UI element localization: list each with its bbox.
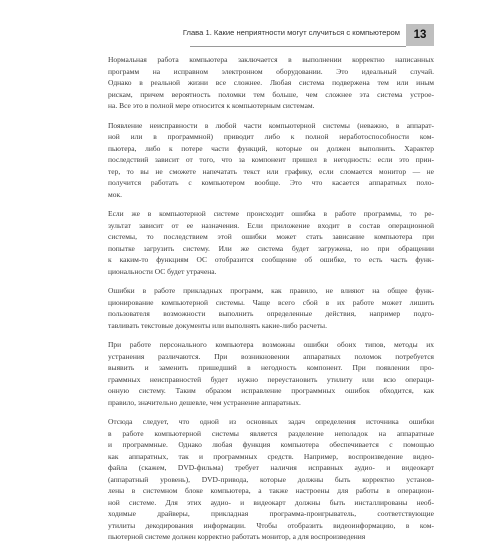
paragraph-gap bbox=[108, 200, 434, 208]
text-line: на. Все это в полной мере относится к компьютерным системам. bbox=[108, 101, 315, 110]
running-header bbox=[182, 24, 406, 47]
text-line: Ошибки в работе прикладных программ, как правило, не влияют на общее функ- bbox=[108, 286, 434, 295]
text-line: как аппаратных, так и программных средств. Например, воспроизведение видео- bbox=[108, 451, 434, 461]
text-line: зультат зависит от ее назначения. Если приложение входит в состав операционной bbox=[108, 220, 434, 230]
text-line: лены в системном блоке компьютера, а также настроены для работы в операцион- bbox=[108, 486, 434, 495]
text-line: в работе компьютерной системы является разделение неполадок на аппаратные bbox=[108, 428, 434, 438]
paragraph bbox=[108, 54, 434, 112]
text-line: При работе персонального компьютера возможны ошибки обоих типов, методы их bbox=[108, 340, 434, 349]
text-line: ционирование компьютерной системы. Чаще всего сбой в их работе может лишить bbox=[108, 297, 434, 307]
page-number: 13 bbox=[406, 24, 434, 46]
text-line: и программные. Однако любая функция компьютера обеспечивается с помощью bbox=[108, 440, 434, 449]
text-line: Нормальная работа компьютера заключается в выполнении корректно написанных bbox=[108, 55, 434, 64]
page-body bbox=[108, 54, 434, 543]
chapter-title: Глава 1. Какие неприятности могут случиться с компьютером bbox=[182, 28, 400, 37]
text-line: граммных неисправностей будет нужно переустановить утилиту или всю операци- bbox=[108, 374, 434, 384]
text-line: устранения различаются. При возникновении аппаратных поломок потребуется bbox=[108, 351, 434, 361]
text-line: последствий зависит от того, что за компонент пришел в негодность: если это прин- bbox=[108, 155, 434, 164]
text-line: (аппаратный уровень), DVD-привода, которые должны быть корректно установ- bbox=[108, 474, 434, 484]
text-line: пьютерной системе должен корректно работать монитор, а для воспроизведения bbox=[108, 532, 366, 541]
text-line: циональности ОС будет утрачена. bbox=[108, 266, 217, 276]
text-line: попытке загрузить систему. Или же система будет загружена, но при обращении bbox=[108, 243, 434, 253]
text-line: программ на исправном электронном оборудовании. Это идеальный случай. bbox=[108, 66, 434, 76]
text-line: рискам, причем вероятность поломки тем больше, чем сложнее эта система устрое- bbox=[108, 89, 434, 99]
text-line: системы, то последствием этой ошибки может стать зависание компьютера при bbox=[108, 232, 434, 241]
paragraph bbox=[108, 285, 434, 331]
text-line: Отсюда следует, что одной из основных задач определения источника ошибки bbox=[108, 417, 434, 426]
text-line: правило, значительно дешевле, чем устранение аппаратных. bbox=[108, 397, 301, 407]
text-line: Если же в компьютерной системе происходит ошибка в работе программы, то ре- bbox=[108, 209, 434, 218]
paragraph-gap bbox=[108, 408, 434, 416]
paragraph-gap bbox=[108, 112, 434, 120]
paragraph bbox=[108, 339, 434, 408]
paragraph-gap bbox=[108, 331, 434, 339]
text-line: Однако в реальной жизни все сложнее. Любая система подвержена тем или иным bbox=[108, 78, 434, 87]
paragraph bbox=[108, 208, 434, 277]
text-line: к каким-то функциям ОС отобразится сообщение об ошибке, то есть часть функ- bbox=[108, 255, 434, 264]
text-line: Появление неисправности в любой части компьютерной системы (неважно, в аппарат- bbox=[108, 120, 434, 130]
text-line: пьютера, либо к потере части функций, которые он должен выполнить. Характер bbox=[108, 143, 434, 153]
text-line: ходимые драйверы, прикладная программа-проигрыватель, соответствующие bbox=[108, 509, 434, 518]
text-line: тавливать текстовые документы или выполнять какие-либо расчеты. bbox=[108, 320, 327, 330]
text-line: утилиты декодирования информации. Чтобы отобразить видеоинформацию, в ком- bbox=[108, 520, 434, 530]
text-line: получится работать с компьютером вообще. Это что касается аппаратных поло- bbox=[108, 178, 434, 187]
paragraph-gap bbox=[108, 277, 434, 285]
text-line: мок. bbox=[108, 189, 123, 199]
text-line: ной или в программной) приводит либо к полной неработоспособности ком- bbox=[108, 132, 434, 141]
text-line: пользователя возможности выполнить определенные действия, например подго- bbox=[108, 309, 434, 318]
text-line: онную систему. Таким образом исправление программных ошибок обходится, как bbox=[108, 386, 434, 395]
paragraph bbox=[108, 120, 434, 201]
text-line: файла (скажем, DVD-фильма) требует наличия исправных аудио- и видеокарт bbox=[108, 463, 434, 472]
text-line: ной системе. Для этих аудио- и видеокарт должны быть инсталлированы необ- bbox=[108, 497, 434, 507]
paragraph bbox=[108, 416, 434, 543]
text-line: тер, то вы не сможете напечатать текст или графику, если сломается монитор — не bbox=[108, 166, 434, 176]
text-line: выявить и заменить пришедший в негодность компонент. При появлении про- bbox=[108, 363, 434, 372]
